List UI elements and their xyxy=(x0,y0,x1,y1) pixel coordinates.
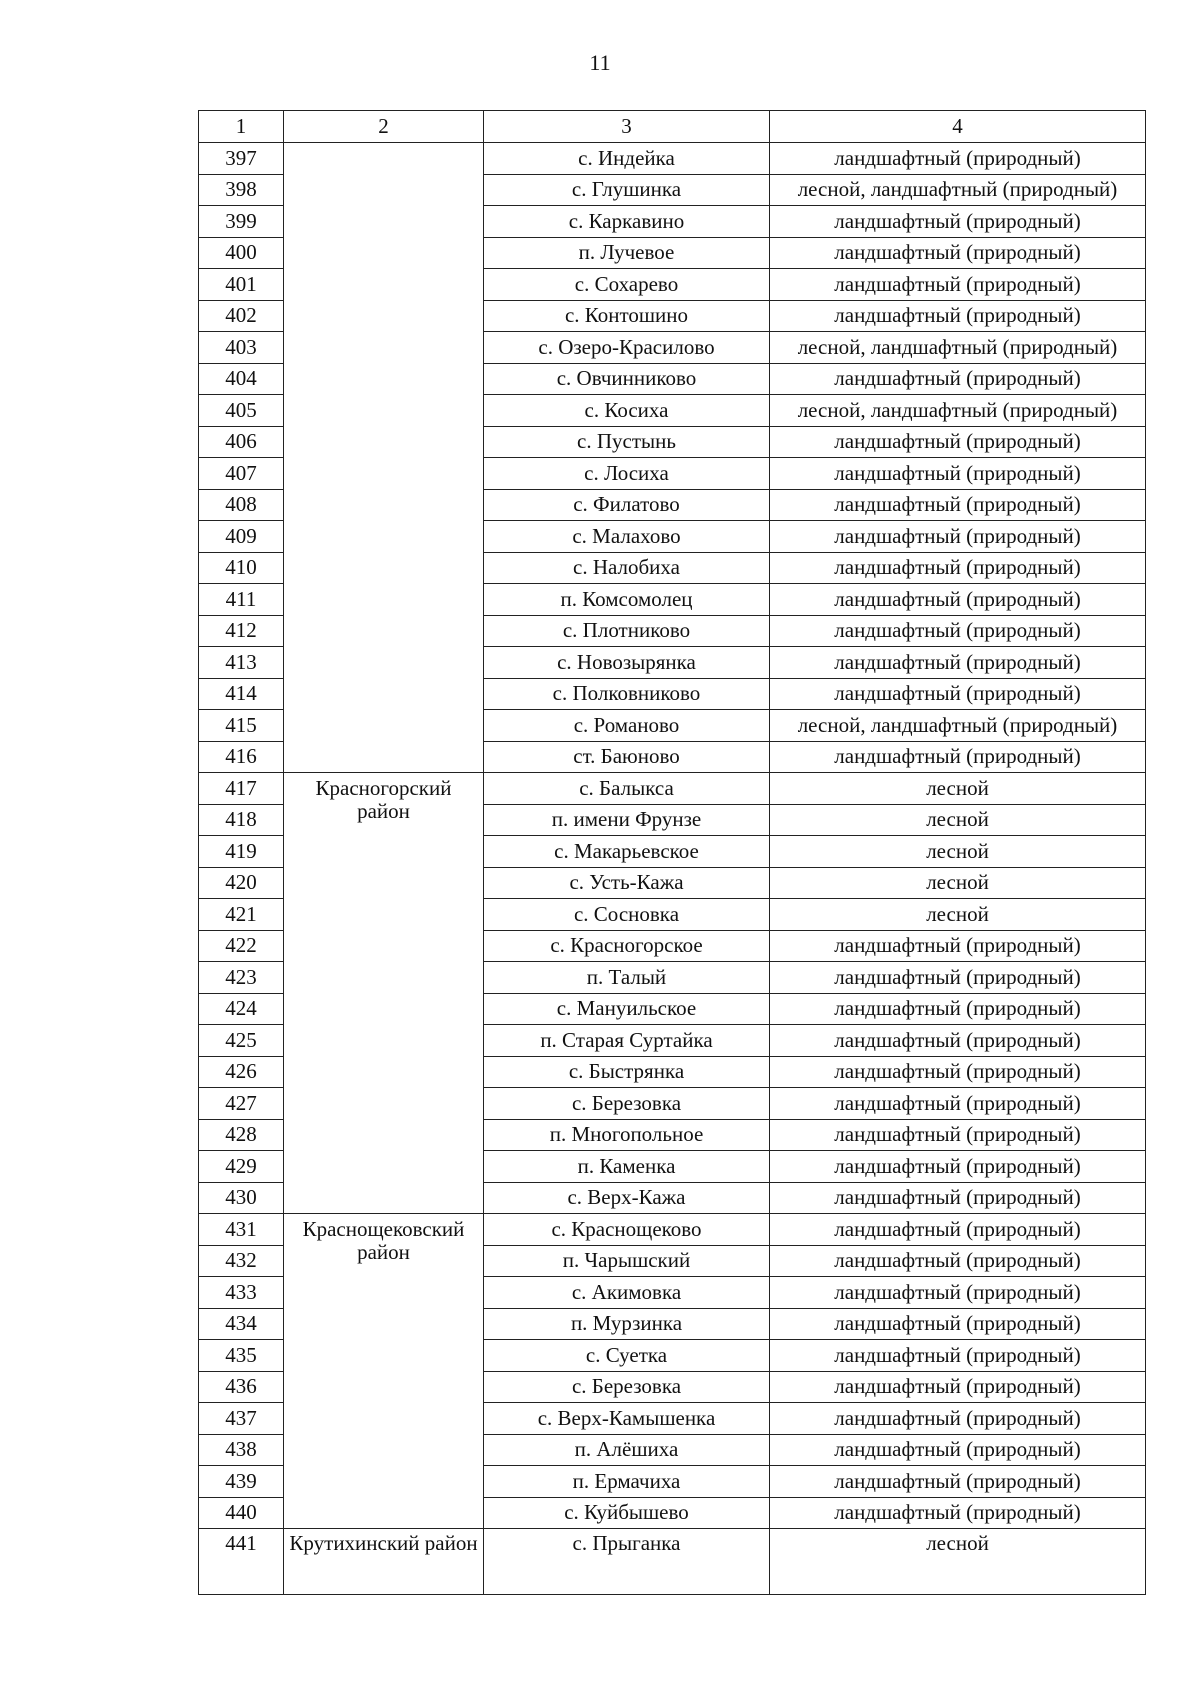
table-body xyxy=(199,111,1146,1595)
settlement-cell: п. Талый xyxy=(484,962,770,994)
row-number-cell: 400 xyxy=(199,237,284,269)
row-number-cell: 426 xyxy=(199,1056,284,1088)
type-cell: лесной, ландшафтный (природный) xyxy=(770,395,1146,427)
row-number-cell: 397 xyxy=(199,143,284,175)
settlement-cell: с. Пустынь xyxy=(484,426,770,458)
settlement-cell: с. Плотниково xyxy=(484,615,770,647)
type-cell: ландшафтный (природный) xyxy=(770,1308,1146,1340)
row-number-cell: 437 xyxy=(199,1403,284,1435)
settlement-cell: с. Куйбышево xyxy=(484,1497,770,1529)
type-cell: ландшафтный (природный) xyxy=(770,1434,1146,1466)
row-number-cell: 438 xyxy=(199,1434,284,1466)
type-cell: ландшафтный (природный) xyxy=(770,489,1146,521)
row-number-cell: 406 xyxy=(199,426,284,458)
type-cell: ландшафтный (природный) xyxy=(770,1466,1146,1498)
row-number-cell: 441 xyxy=(199,1529,284,1595)
header-cell-1: 1 xyxy=(199,111,284,143)
settlement-cell: с. Балыкса xyxy=(484,773,770,805)
settlement-cell: с. Краснощеково xyxy=(484,1214,770,1246)
settlement-cell: с. Сосновка xyxy=(484,899,770,931)
row-number-cell: 409 xyxy=(199,521,284,553)
type-cell: ландшафтный (природный) xyxy=(770,1025,1146,1057)
row-number-cell: 414 xyxy=(199,678,284,710)
settlement-cell: с. Красногорское xyxy=(484,930,770,962)
settlement-cell: с. Мануильское xyxy=(484,993,770,1025)
settlement-cell: п. Чарышский xyxy=(484,1245,770,1277)
row-number-cell: 424 xyxy=(199,993,284,1025)
settlement-cell: с. Верх-Кажа xyxy=(484,1182,770,1214)
type-cell: ландшафтный (природный) xyxy=(770,1245,1146,1277)
settlement-cell: п. Многопольное xyxy=(484,1119,770,1151)
settlement-cell: п. Комсомолец xyxy=(484,584,770,616)
type-cell: ландшафтный (природный) xyxy=(770,1119,1146,1151)
type-cell: лесной, ландшафтный (природный) xyxy=(770,332,1146,364)
type-cell: лесной xyxy=(770,1529,1146,1595)
settlement-cell: с. Каркавино xyxy=(484,206,770,238)
settlement-cell: с. Лосиха xyxy=(484,458,770,490)
type-cell: ландшафтный (природный) xyxy=(770,458,1146,490)
row-number-cell: 411 xyxy=(199,584,284,616)
settlement-cell: с. Глушинка xyxy=(484,174,770,206)
settlement-cell: с. Сохарево xyxy=(484,269,770,301)
row-number-cell: 405 xyxy=(199,395,284,427)
type-cell: ландшафтный (природный) xyxy=(770,1182,1146,1214)
table-row xyxy=(199,1214,1146,1246)
settlement-cell: п. Ермачиха xyxy=(484,1466,770,1498)
row-number-cell: 398 xyxy=(199,174,284,206)
row-number-cell: 428 xyxy=(199,1119,284,1151)
settlement-cell: п. Мурзинка xyxy=(484,1308,770,1340)
row-number-cell: 412 xyxy=(199,615,284,647)
header-cell-2: 2 xyxy=(284,111,484,143)
settlement-cell: с. Озеро-Красилово xyxy=(484,332,770,364)
district-cell: Красногорский район xyxy=(284,773,484,1214)
row-number-cell: 436 xyxy=(199,1371,284,1403)
type-cell: ландшафтный (природный) xyxy=(770,1403,1146,1435)
type-cell: ландшафтный (природный) xyxy=(770,1214,1146,1246)
type-cell: лесной, ландшафтный (природный) xyxy=(770,174,1146,206)
type-cell: ландшафтный (природный) xyxy=(770,930,1146,962)
row-number-cell: 431 xyxy=(199,1214,284,1246)
row-number-cell: 410 xyxy=(199,552,284,584)
district-cell xyxy=(284,143,484,773)
row-number-cell: 421 xyxy=(199,899,284,931)
row-number-cell: 416 xyxy=(199,741,284,773)
row-number-cell: 427 xyxy=(199,1088,284,1120)
settlement-cell: с. Налобиха xyxy=(484,552,770,584)
type-cell: ландшафтный (природный) xyxy=(770,237,1146,269)
settlement-cell: с. Малахово xyxy=(484,521,770,553)
type-cell: ландшафтный (природный) xyxy=(770,1151,1146,1183)
table-row xyxy=(199,773,1146,805)
type-cell: ландшафтный (природный) xyxy=(770,678,1146,710)
row-number-cell: 420 xyxy=(199,867,284,899)
type-cell: лесной xyxy=(770,899,1146,931)
row-number-cell: 434 xyxy=(199,1308,284,1340)
settlement-cell: с. Контошино xyxy=(484,300,770,332)
type-cell: лесной, ландшафтный (природный) xyxy=(770,710,1146,742)
district-cell: Крутихинский район xyxy=(284,1529,484,1595)
type-cell: ландшафтный (природный) xyxy=(770,993,1146,1025)
type-cell: ландшафтный (природный) xyxy=(770,1277,1146,1309)
type-cell: ландшафтный (природный) xyxy=(770,741,1146,773)
row-number-cell: 439 xyxy=(199,1466,284,1498)
settlement-cell: с. Березовка xyxy=(484,1371,770,1403)
row-number-cell: 417 xyxy=(199,773,284,805)
table-header-row xyxy=(199,111,1146,143)
type-cell: ландшафтный (природный) xyxy=(770,1056,1146,1088)
type-cell: ландшафтный (природный) xyxy=(770,552,1146,584)
row-number-cell: 402 xyxy=(199,300,284,332)
settlement-cell: с. Березовка xyxy=(484,1088,770,1120)
settlements-table xyxy=(198,110,1146,1595)
type-cell: ландшафтный (природный) xyxy=(770,426,1146,458)
type-cell: ландшафтный (природный) xyxy=(770,363,1146,395)
type-cell: лесной xyxy=(770,773,1146,805)
type-cell: ландшафтный (природный) xyxy=(770,962,1146,994)
settlement-cell: п. Алёшиха xyxy=(484,1434,770,1466)
page-number: 11 xyxy=(589,50,611,75)
row-number-cell: 415 xyxy=(199,710,284,742)
type-cell: лесной xyxy=(770,804,1146,836)
settlement-cell: с. Индейка xyxy=(484,143,770,175)
row-number-cell: 440 xyxy=(199,1497,284,1529)
row-number-cell: 403 xyxy=(199,332,284,364)
type-cell: лесной xyxy=(770,867,1146,899)
header-cell-3: 3 xyxy=(484,111,770,143)
settlement-cell: с. Макарьевское xyxy=(484,836,770,868)
settlement-cell: ст. Баюново xyxy=(484,741,770,773)
row-number-cell: 435 xyxy=(199,1340,284,1372)
table-row xyxy=(199,1529,1146,1595)
settlement-cell: с. Прыганка xyxy=(484,1529,770,1595)
type-cell: ландшафтный (природный) xyxy=(770,521,1146,553)
settlement-cell: с. Филатово xyxy=(484,489,770,521)
type-cell: ландшафтный (природный) xyxy=(770,1340,1146,1372)
settlement-cell: с. Полковниково xyxy=(484,678,770,710)
row-number-cell: 418 xyxy=(199,804,284,836)
settlement-cell: с. Акимовка xyxy=(484,1277,770,1309)
row-number-cell: 419 xyxy=(199,836,284,868)
settlement-cell: с. Верх-Камышенка xyxy=(484,1403,770,1435)
settlement-cell: с. Усть-Кажа xyxy=(484,867,770,899)
row-number-cell: 430 xyxy=(199,1182,284,1214)
row-number-cell: 423 xyxy=(199,962,284,994)
table-row xyxy=(199,143,1146,175)
settlement-cell: с. Быстрянка xyxy=(484,1056,770,1088)
row-number-cell: 425 xyxy=(199,1025,284,1057)
row-number-cell: 433 xyxy=(199,1277,284,1309)
settlement-cell: п. Старая Суртайка xyxy=(484,1025,770,1057)
header-cell-4: 4 xyxy=(770,111,1146,143)
row-number-cell: 429 xyxy=(199,1151,284,1183)
type-cell: ландшафтный (природный) xyxy=(770,206,1146,238)
row-number-cell: 401 xyxy=(199,269,284,301)
type-cell: ландшафтный (природный) xyxy=(770,647,1146,679)
row-number-cell: 408 xyxy=(199,489,284,521)
type-cell: ландшафтный (природный) xyxy=(770,300,1146,332)
type-cell: лесной xyxy=(770,836,1146,868)
row-number-cell: 413 xyxy=(199,647,284,679)
type-cell: ландшафтный (природный) xyxy=(770,1088,1146,1120)
settlement-cell: п. Лучевое xyxy=(484,237,770,269)
type-cell: ландшафтный (природный) xyxy=(770,143,1146,175)
type-cell: ландшафтный (природный) xyxy=(770,269,1146,301)
row-number-cell: 422 xyxy=(199,930,284,962)
type-cell: ландшафтный (природный) xyxy=(770,584,1146,616)
district-cell: Краснощековский район xyxy=(284,1214,484,1529)
settlement-cell: с. Суетка xyxy=(484,1340,770,1372)
type-cell: ландшафтный (природный) xyxy=(770,615,1146,647)
type-cell: ландшафтный (природный) xyxy=(770,1497,1146,1529)
settlement-cell: п. Каменка xyxy=(484,1151,770,1183)
type-cell: ландшафтный (природный) xyxy=(770,1371,1146,1403)
settlement-cell: с. Новозырянка xyxy=(484,647,770,679)
settlement-cell: с. Косиха xyxy=(484,395,770,427)
row-number-cell: 432 xyxy=(199,1245,284,1277)
row-number-cell: 399 xyxy=(199,206,284,238)
settlement-cell: п. имени Фрунзе xyxy=(484,804,770,836)
settlement-cell: с. Романово xyxy=(484,710,770,742)
settlement-cell: с. Овчинниково xyxy=(484,363,770,395)
row-number-cell: 404 xyxy=(199,363,284,395)
row-number-cell: 407 xyxy=(199,458,284,490)
